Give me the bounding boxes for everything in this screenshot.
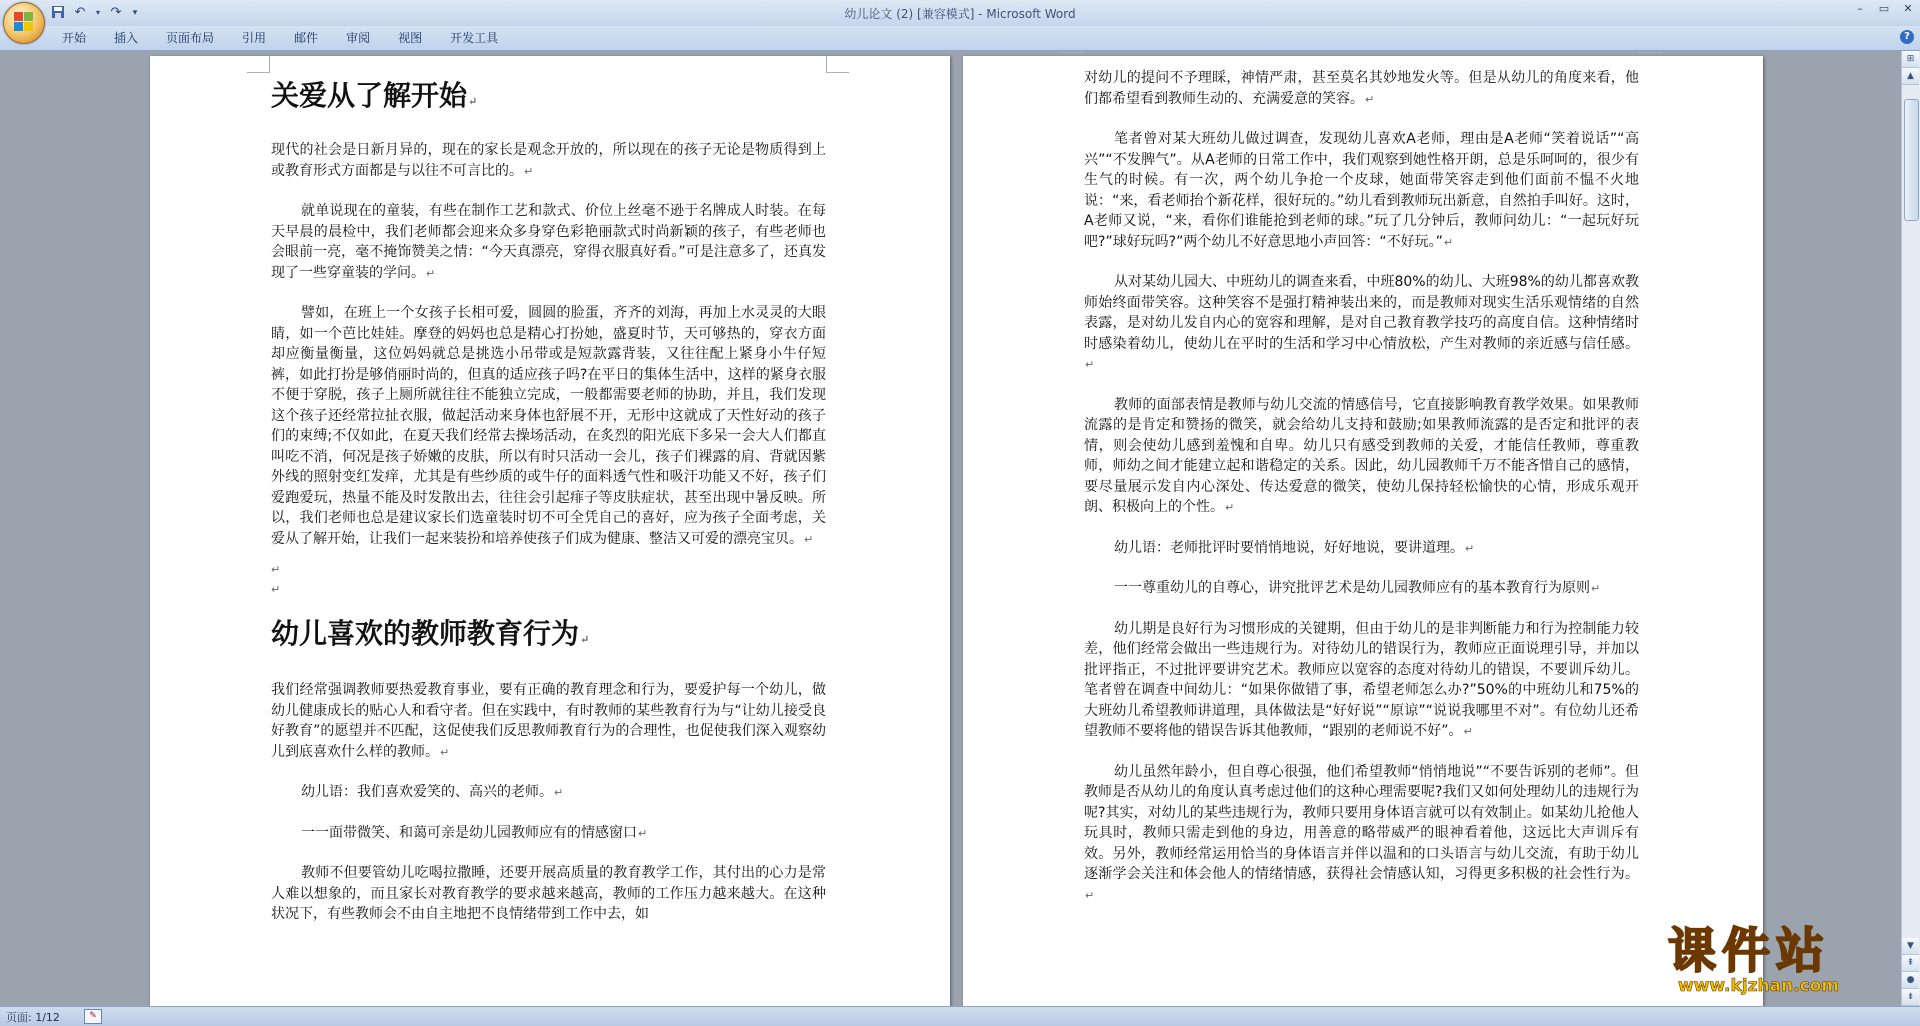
paragraph: 一一面带微笑、和蔼可亲是幼儿园教师应有的情感窗口↵ [301,824,648,841]
ribbon-tabs-bar [0,26,1920,51]
watermark-text: 课件站 [1668,923,1831,979]
paragraph-mark: ↵ [271,563,281,576]
paragraph: 一一尊重幼儿的自尊心，讲究批评艺术是幼儿园教师应有的基本教育行为原则↵ [1114,580,1601,596]
tab-page-layout[interactable]: 页面布局 [166,31,215,45]
watermark-logo [1668,925,1898,995]
scroll-up-icon[interactable]: ▲ [1902,68,1919,85]
crop-mark [247,56,270,73]
maximize-icon[interactable]: ▭ [1878,2,1890,15]
tab-insert[interactable]: 插入 [114,31,139,45]
paragraph: 譬如，在班上一个女孩子长相可爱，圆圆的脸蛋，齐齐的刘海，再加上水灵灵的大眼睛，如一个芭比娃娃。摩登的妈妈也总是精心打扮她，盛夏时节，天可够热的，穿衣方面却应衡量衡量，这位妈妈就总是挑选小吊带或是短款露背装，又往往配上紧身小牛仔短裤，如此打扮是够俏丽时尚的，但真的适应孩子吗?在平日的集体生活中，这样的紧身衣服不便于穿脱，孩子上厕所就往往不能独立完成，一般都需要老师的协助，并且，我们发现这个孩子还经常拉扯衣服，做起活动来身体也舒展不开，无形中这就成了天性好动的孩子们的束缚;不仅如此，在夏天我们经常去操场活动，在炙烈的阳光底下多呆一会大人们都直叫吃不消，何况是孩子娇嫩的皮肤，所以有时只活动一会儿，孩子们裸露的肩、背就因紫外线的照射变红发痒，尤其是有些纱质的或牛仔的面料透气性和吸汗功能又不好，孩子们爱跑爱玩，热量不能及时发散出去，往往会引起痱子等皮肤症状，甚至出现中暑反映。所以，我们老师也总是建议家长们选童装时切不可全凭自己的喜好，应为孩子全面考虑，关爱从了解开始，让我们一起来装扮和培养使孩子们成为健康、整洁又可爱的漂亮宝贝。↵ [271,305,826,547]
dropdown-arrow-icon[interactable]: ▾ [95,8,100,17]
page-indicator[interactable]: 页面: 1/12 [6,1011,60,1024]
heading: 幼儿喜欢的教师教育行为↵ [271,617,590,650]
title-bar [0,0,1920,26]
document-workspace [0,51,1902,1006]
crop-mark [1060,51,1083,53]
help-icon[interactable]: ? [1900,30,1914,44]
document-page-right[interactable] [963,56,1763,1006]
vertical-scrollbar[interactable] [1901,51,1920,1006]
tab-home[interactable]: 开始 [62,31,87,45]
scroll-down-icon[interactable]: ▼ [1902,938,1919,955]
minimize-icon[interactable]: – [1857,2,1863,15]
paragraph: 教师不但要管幼儿吃喝拉撒睡，还要开展高质量的教育教学工作，其付出的心力是常人难以想象的，而且家长对教育教学的要求越来越高，教师的工作压力越来越大。在这种状况下，有些教师会不由自主地把不良情绪带到工作中去，如 [271,865,826,922]
paragraph: 笔者曾对某大班幼儿做过调查，发现幼儿喜欢A老师，理由是A老师“笑着说话”“高兴”“不发脾气”。从A老师的日常工作中，我们观察到她性格开朗，总是乐呵呵的，很少有生气的时候。有一次，两个幼儿争抢一个皮球，她面带笑容走到他们面前不愠不火地说：“来，看老师抬个新花样，很好玩的。”幼儿看到教师玩出新意，自然拍手叫好。这时，A老师又说，“来，看你们谁能抢到老师的球。”玩了几分钟后，教师问幼儿：“一起玩好玩吧?”球好玩吗?”两个幼儿不好意思地小声回答：“不好玩。”↵ [1084,131,1639,250]
tab-review[interactable]: 审阅 [346,31,371,45]
ruler-toggle-icon[interactable]: ⊞ [1902,51,1919,68]
undo-icon[interactable]: ↶ [74,5,86,20]
paragraph: 对幼儿的提问不予理睬，神情严肃，甚至莫名其妙地发火等。但是从幼儿的角度来看，他们都希望看到教师生动的、充满爱意的笑容。↵ [1084,70,1639,107]
previous-page-icon[interactable]: ⇞ [1902,955,1919,972]
customize-icon[interactable]: ▾ [132,8,138,18]
crop-mark [1639,51,1662,53]
proofing-icon[interactable]: ✎ [84,1009,102,1024]
ribbon-tabs [48,30,512,46]
crop-mark [826,56,849,73]
select-browse-object-icon[interactable]: ● [1902,972,1919,989]
office-logo-icon [14,12,34,32]
redo-icon[interactable]: ↷ [110,5,122,20]
paragraph-mark: ↵ [271,583,281,596]
page-content [1084,68,1639,925]
scrollbar-thumb[interactable] [1904,99,1919,221]
office-button[interactable] [3,2,45,44]
window-title: 幼儿论文 (2) [兼容模式] - Microsoft Word [844,7,1076,21]
page-content [271,76,826,944]
tab-view[interactable]: 视图 [398,31,423,45]
window-controls [1848,0,1920,18]
status-bar [0,1006,1920,1026]
tab-developer[interactable]: 开发工具 [450,31,499,45]
scrollbar-bottom-buttons [1902,938,1919,1006]
close-icon[interactable]: ✕ [1903,2,1913,15]
tab-mailings[interactable]: 邮件 [294,31,319,45]
tab-references[interactable]: 引用 [242,31,267,45]
next-page-icon[interactable]: ⇟ [1902,989,1919,1006]
paragraph: 幼儿语：我们喜欢爱笑的、高兴的老师。↵ [301,784,564,800]
paragraph: 幼儿语：老师批评时要悄悄地说，好好地说，要讲道理。↵ [1114,539,1475,556]
paragraph: 现代的社会是日新月异的，现在的家长是观念开放的，所以现在的孩子无论是物质得到上或教育形式方面都是与以往不可言比的。↵ [271,142,826,179]
paragraph: 教师的面部表情是教师与幼儿交流的情感信号，它直接影响教育教学效果。如果教师流露的是肯定和赞扬的微笑，就会给幼儿支持和鼓励;如果教师流露的是否定和批评的表情，则会使幼儿感到羞愧和自卑。幼儿只有感受到教师的关爱，才能信任教师，尊重教师，师幼之间才能建立起和谐稳定的关系。因此，幼儿园教师千万不能吝惜自己的感情，要尽量展示发自内心深处、传达爱意的微笑，使幼儿保持轻松愉快的心情，形成乐观开朗、积极向上的个性。↵ [1084,396,1639,515]
heading: 关爱从了解开始↵ [271,79,478,112]
watermark-url: www.kjzhan.com [1678,976,1840,996]
paragraph: 从对某幼儿园大、中班幼儿的调查来看，中班80%的幼儿、大班98%的幼儿都喜欢教师始终面带笑容。这种笑容不是强打精神装出来的，而是教师对现实生活乐观情绪的自然表露，是对幼儿发自内心的宽容和理解，是对自己教育教学技巧的高度自信。这种情绪时时感染着幼儿，使幼儿在平时的生活和学习中心情放松，产生对教师的亲近感与信任感。↵ [1084,274,1639,371]
paragraph: 幼儿虽然年龄小，但自尊心很强，他们希望教师“悄悄地说”“不要告诉别的老师”。但教师是否从幼儿的角度认真考虑过他们的这种心理需要呢?我们又如何处理幼儿的违规行为呢?其实，对幼儿的某些违规行为，教师只要用身体语言就可以有效制止。如某幼儿抢他人玩具时，教师只需走到他的身边，用善意的略带威严的眼神看着他，这远比大声训斥有效。另外，教师经常运用恰当的身体语言并伴以温和的口头语言与幼儿交流，有助于幼儿逐渐学会关注和体会他人的情绪情感，获得社会情感认知，习得更多积极的社会性行为。↵ [1084,763,1639,902]
paragraph: 我们经常强调教师要热爱教育事业，要有正确的教育理念和行为，要爱护每一个幼儿，做幼儿健康成长的贴心人和看守者。但在实践中，有时教师的某些教育行为与“让幼儿接受良好教育”的愿望并不匹配，这促使我们反思教师教育行为的合理性，也促使我们深入观察幼儿到底喜欢什么样的教师。↵ [271,682,826,760]
document-page-left[interactable] [150,56,950,1006]
paragraph: 就单说现在的童装，有些在制作工艺和款式、价位上丝毫不逊于名牌成人时装。在每天早晨的晨检中，我们老师都会迎来众多身穿色彩艳丽款式时尚新颖的孩子，有些老师也会眼前一亮，毫不掩饰赞美之情：“今天真漂亮，穿得衣服真好看。”可是注意多了，还真发现了一些穿童装的学问。↵ [271,203,826,281]
paragraph: 幼儿期是良好行为习惯形成的关键期，但由于幼儿的是非判断能力和行为控制能力较差，他们经常会做出一些违规行为。对待幼儿的错误行为，教师应正面说理引导，并加以批评指正，不过批评要讲究艺术。教师应以宽容的态度对待幼儿的错误，不要训斥幼儿。笔者曾在调查中间幼儿：“如果你做错了事，希望老师怎么办?”50%的中班幼儿和75%的大班幼儿希望教师讲道理，具体做法是“好好说”“原谅”“说说我哪里不对”。有位幼儿还希望教师不要将他的错误告诉其他教师，“跟别的老师说不好”。↵ [1084,620,1639,739]
